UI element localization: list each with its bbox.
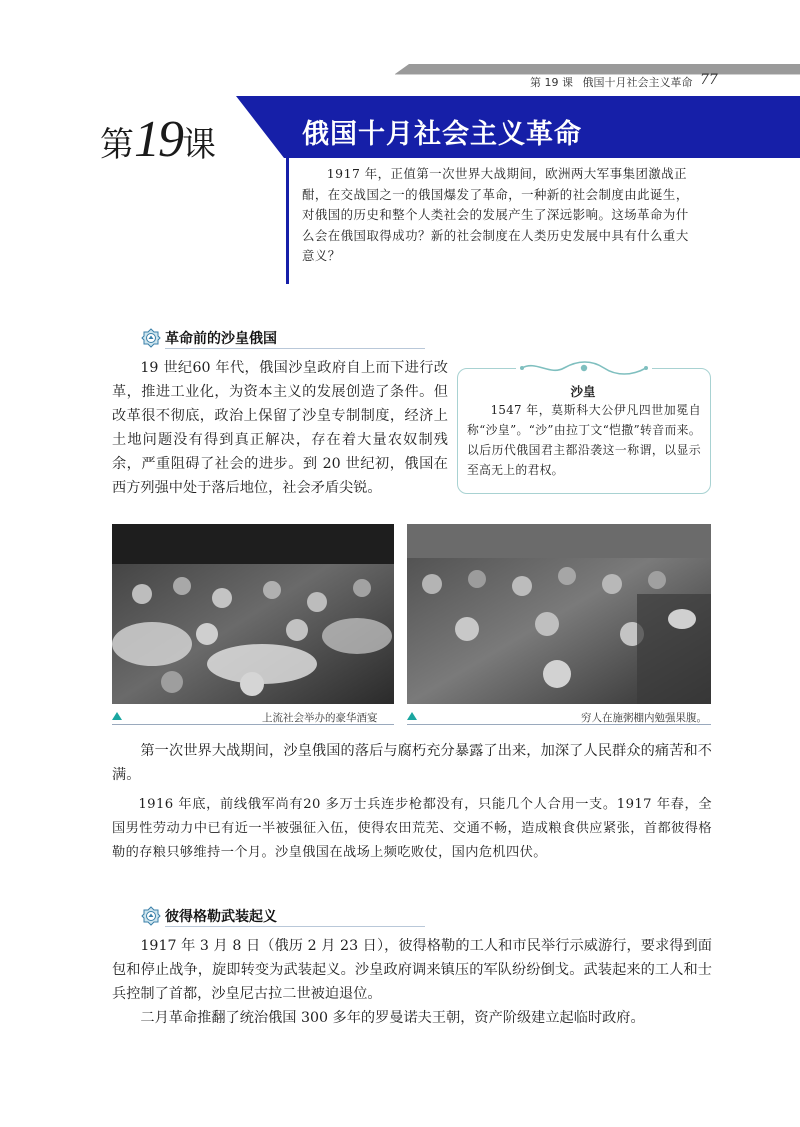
paragraph-1916-crisis: 1916 年底，前线俄军尚有20 多万士兵连步枪都没有，只能几个人合用一支。1917 年春，全国男性劳动力中已有近一半被强征入伍，使得农田荒芜、交通不畅，造成粮食供应紧张，首都彼得格勒的存粮只够维持一个月。沙皇俄国在战场上频吃败仗，国内危机四伏。 (112, 797, 712, 860)
photo-soup-kitchen (407, 524, 711, 704)
lesson-intro: 1917 年，正值第一次世界大战期间，欧洲两大军事集团激战正酣，在交战国之一的俄国爆发了革命，一种新的社会制度由此诞生，对俄国的历史和整个人类社会的发展产生了深远影响。这场革命为什么会在俄国取得成功？新的社会制度在人类历史发展中具有什么重大意义？ (302, 166, 689, 264)
running-header-lesson-ref: 第 19 课 (530, 76, 573, 89)
paragraph-february-revolution: 二月革命推翻了统治俄国 300 多年的罗曼诺夫王朝，资产阶级建立起临时政府。 (140, 1010, 645, 1026)
paragraph-wwi-impact: 第一次世界大战期间，沙皇俄国的落后与腐朽充分暴露了出来，加深了人民群众的痛苦和不满。 (112, 743, 712, 783)
photo-upper-class-banquet (112, 524, 394, 704)
section-underline (165, 348, 425, 349)
note-ornament-icon (516, 359, 652, 377)
running-header (530, 74, 720, 92)
lesson-number-heading (100, 110, 216, 169)
caption-marker-icon (112, 712, 122, 720)
section-emblem-icon (141, 328, 161, 348)
note-title: 沙皇 (570, 384, 596, 399)
page-number: 77 (700, 72, 718, 88)
photo1-caption: 上流社会举办的豪华酒宴 (262, 712, 378, 724)
lesson-title: 俄国十月社会主义革命 (302, 119, 582, 150)
lesson-prefix: 第 (100, 125, 134, 165)
lesson-number: 19 (134, 111, 182, 168)
paragraph-march-uprising: 1917 年 3 月 8 日（俄历 2 月 23 日），彼得格勒的工人和市民举行示威游行，要求得到面包和停止战争，旋即转变为武装起义。沙皇政府调来镇压的军队纷纷倒戈。武装起来的工人和士兵控制了首都，沙皇尼古拉二世被迫退位。 (112, 938, 712, 1002)
header-decor-bar (395, 64, 800, 74)
section-heading-tsarist-russia (141, 327, 461, 351)
section-title: 革命前的沙皇俄国 (165, 331, 277, 347)
caption-marker-icon (407, 712, 417, 720)
section-emblem-icon (141, 906, 161, 926)
lesson-suffix: 课 (182, 125, 216, 165)
running-header-lesson-name: 俄国十月社会主义革命 (582, 76, 693, 89)
section-title: 彼得格勒武装起义 (165, 909, 277, 925)
section-underline (165, 926, 425, 927)
paragraph-tsarist-reform: 19 世纪60 年代，俄国沙皇政府自上而下进行改革，推进工业化，为资本主义的发展创造了条件。但改革很不彻底，政治上保留了沙皇专制制度，经济上土地问题没有得到真正解决，存在着大量农奴制残余，严重阻碍了社会的进步。到 20 世纪初，俄国在西方列强中处于落后地位，社会矛盾尖锐。 (112, 360, 448, 496)
photo2-caption: 穷人在施粥棚内勉强果腹。 (581, 712, 707, 724)
intro-accent-bar (286, 158, 289, 284)
note-body: 1547 年，莫斯科大公伊凡四世加冕自称“沙皇”。“沙”由拉丁文“恺撒”转音而来。以后历代俄国君主都沿袭这一称谓，以显示至高无上的君权。 (467, 403, 701, 477)
section-heading-petrograd-uprising (141, 905, 461, 929)
